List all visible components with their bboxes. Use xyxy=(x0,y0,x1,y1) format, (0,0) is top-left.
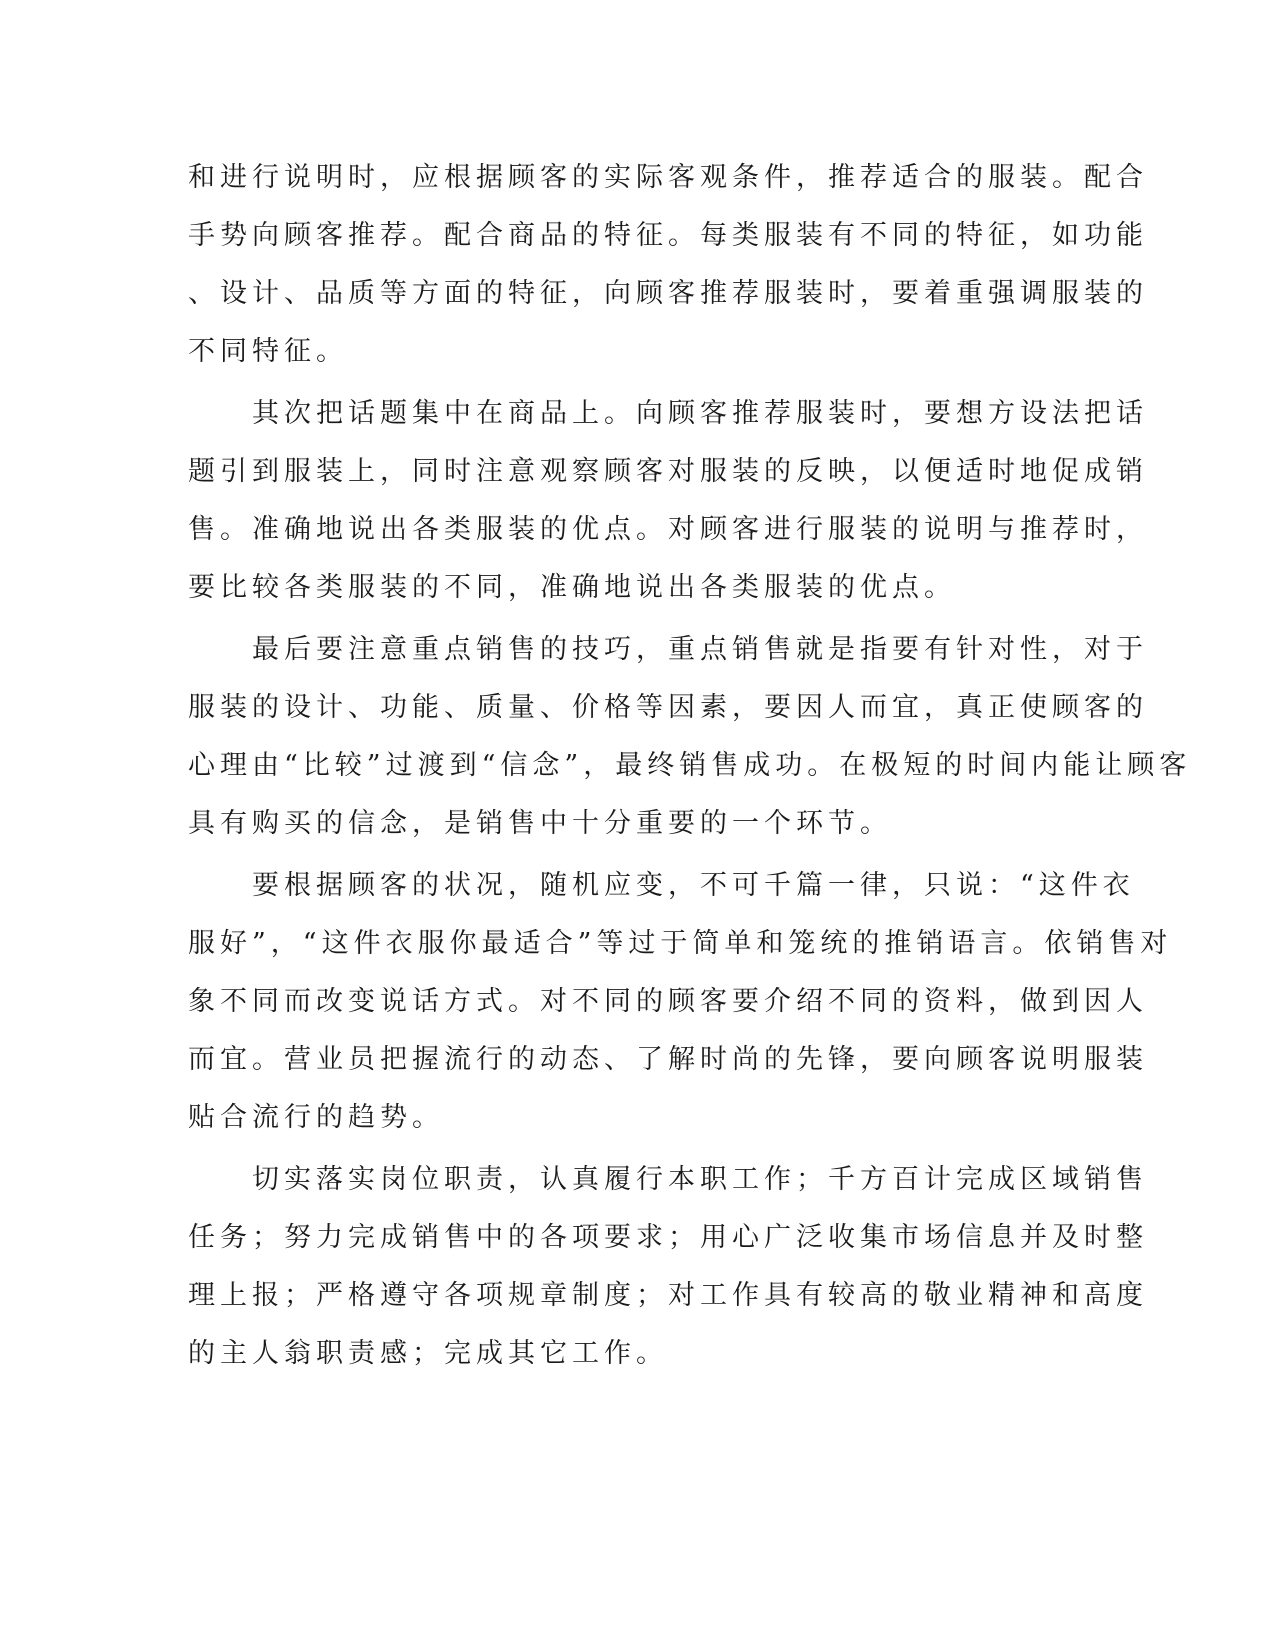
text-line: 手势向顾客推荐。配合商品的特征。每类服装有不同的特征，如功能 xyxy=(188,220,1148,251)
text-line: 心理由“比较”过渡到“信念”，最终销售成功。在极短的时间内能让顾客 xyxy=(188,750,1192,781)
text-line: 、设计、品质等方面的特征，向顾客推荐服装时，要着重强调服装的 xyxy=(188,278,1148,309)
paragraph-start-line: 要根据顾客的状况，随机应变，不可千篇一律，只说：“这件衣 xyxy=(252,870,1135,901)
text-line: 服好”，“这件衣服你最适合”等过于简单和笼统的推销语言。依销售对 xyxy=(188,928,1173,959)
text-line: 贴合流行的趋势。 xyxy=(188,1102,444,1133)
text-line: 象不同而改变说话方式。对不同的顾客要介绍不同的资料，做到因人 xyxy=(188,986,1148,1017)
text-line: 不同特征。 xyxy=(188,336,348,367)
text-line: 服装的设计、功能、质量、价格等因素，要因人而宜，真正使顾客的 xyxy=(188,692,1148,723)
text-line: 理上报；严格遵守各项规章制度；对工作具有较高的敬业精神和高度 xyxy=(188,1280,1148,1311)
text-line: 而宜。营业员把握流行的动态、了解时尚的先锋，要向顾客说明服装 xyxy=(188,1044,1148,1075)
paragraph-start-line: 其次把话题集中在商品上。向顾客推荐服装时，要想方设法把话 xyxy=(252,398,1148,429)
text-line: 的主人翁职责感；完成其它工作。 xyxy=(188,1338,668,1369)
text-line: 任务；努力完成销售中的各项要求；用心广泛收集市场信息并及时整 xyxy=(188,1222,1148,1253)
paragraph-start-line: 最后要注意重点销售的技巧，重点销售就是指要有针对性，对于 xyxy=(252,634,1148,665)
text-line: 题引到服装上，同时注意观察顾客对服装的反映，以便适时地促成销 xyxy=(188,456,1148,487)
paragraph-start-line: 切实落实岗位职责，认真履行本职工作；千方百计完成区域销售 xyxy=(252,1164,1148,1195)
text-line: 具有购买的信念，是销售中十分重要的一个环节。 xyxy=(188,808,892,839)
text-line: 和进行说明时，应根据顾客的实际客观条件，推荐适合的服装。配合 xyxy=(188,162,1148,193)
text-line: 要比较各类服装的不同，准确地说出各类服装的优点。 xyxy=(188,572,956,603)
text-line: 售。准确地说出各类服装的优点。对顾客进行服装的说明与推荐时， xyxy=(188,514,1148,545)
